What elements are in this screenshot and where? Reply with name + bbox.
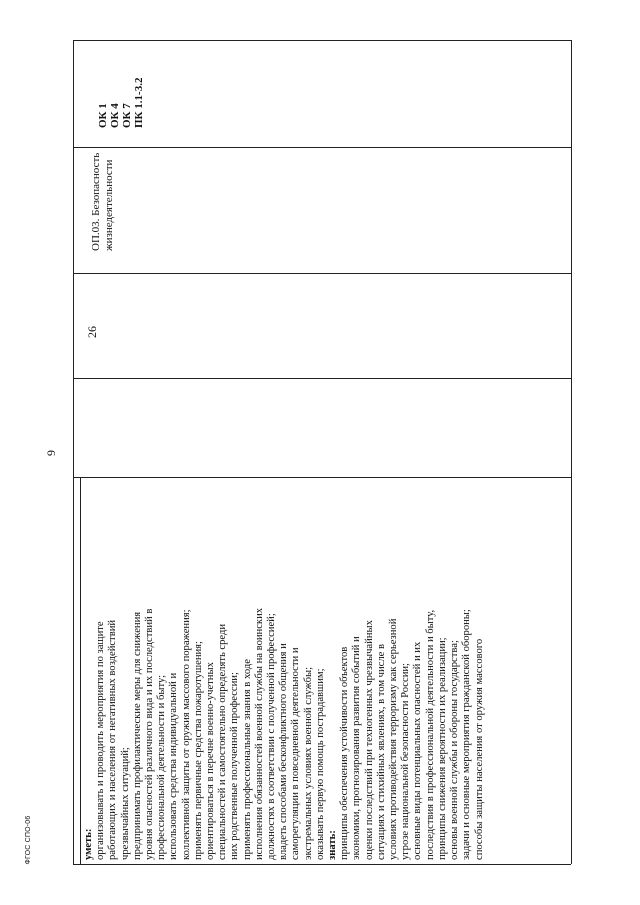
- content-line: работающих и населения от негативных воздействий: [107, 619, 119, 860]
- content-line: применять первичные средства пожаротушения;: [192, 641, 204, 860]
- content-line: исполнения обязанностей военной службы на воинских: [253, 607, 265, 860]
- cell-hours: 26: [85, 326, 99, 338]
- content-line: способы защиты населения от оружия массового: [473, 638, 485, 860]
- content-line: применять профессиональные знания в ходе: [241, 659, 253, 860]
- content-line: последствия в профессиональной деятельности и быту,: [424, 609, 436, 860]
- cell-skills-knowledge: [83, 102, 486, 860]
- content-line: оценки последствий при техногенных чрезвычайных: [363, 620, 375, 860]
- competence-code: ОК 1: [97, 103, 109, 128]
- content-line: оказывать первую помощь пострадавшим;: [314, 668, 326, 860]
- content-line: специальностей и самостоятельно определять среди: [217, 623, 229, 860]
- cell-discipline: [90, 111, 115, 251]
- discipline-line: ОП.03. Безопасность: [90, 152, 102, 251]
- content-line: условиях противодействия терроризму как серьезной: [388, 618, 400, 860]
- page-number: 9: [44, 450, 58, 456]
- content-line: ситуациях и стихийных явлениях, в том числе в: [375, 643, 387, 860]
- content-line: принципы снижения вероятности их реализации;: [436, 637, 448, 860]
- content-line: основы военной службы и обороны государства;: [449, 640, 461, 860]
- content-line: чрезвычайных ситуаций;: [119, 747, 131, 860]
- footer-standard-code: ФГОС СПО-06: [25, 815, 32, 865]
- content-line: организовывать и проводить мероприятия по защите: [95, 621, 107, 860]
- content-line: использовать средства индивидуальной и: [168, 672, 180, 860]
- competence-code: ОК 7: [121, 103, 133, 128]
- content-line: принципы обеспечения устойчивости объектов: [339, 646, 351, 860]
- table-border-left: [73, 40, 74, 864]
- content-line: задачи и основные мероприятия гражданской обороны;: [461, 609, 473, 860]
- discipline-line: жизнедеятельности: [102, 159, 115, 251]
- content-line: коллективной защиты от оружия массового поражения;: [180, 609, 192, 860]
- content-line: владеть способами бесконфликтного общения и: [278, 643, 290, 860]
- content-line: должностях в соответствии с полученной профессией;: [266, 613, 278, 860]
- content-line: экстремальных условиях военной службы;: [302, 666, 314, 860]
- content-line: экономики, прогнозирования развития событий и: [351, 636, 363, 860]
- row-divider: [80, 477, 81, 864]
- content-line: профессиональной деятельности и быту;: [156, 674, 168, 860]
- content-line: них родственные полученной профессии;: [229, 672, 241, 860]
- table-border-bottom: [73, 864, 571, 865]
- content-line: угрозе национальной безопасности России;: [400, 663, 412, 860]
- section-heading: знать:: [327, 830, 339, 860]
- content-line: ориентироваться в перечне военно-учетных: [205, 662, 217, 860]
- content-line: саморегуляции в повседневной деятельности и: [290, 647, 302, 860]
- content-line: уровня опасностей различного вида и их последствий в: [144, 608, 156, 860]
- content-line: предпринимать профилактические меры для снижения: [131, 611, 143, 860]
- competence-code: ОК 4: [109, 103, 121, 128]
- competence-code: ПК 1.1-3.2: [133, 77, 145, 128]
- content-line: основные виды потенциальных опасностей и их: [412, 641, 424, 860]
- cell-competences: [97, 48, 145, 128]
- table-border-top: [73, 40, 571, 41]
- section-heading: уметь:: [83, 828, 94, 860]
- table-border-right: [571, 40, 572, 864]
